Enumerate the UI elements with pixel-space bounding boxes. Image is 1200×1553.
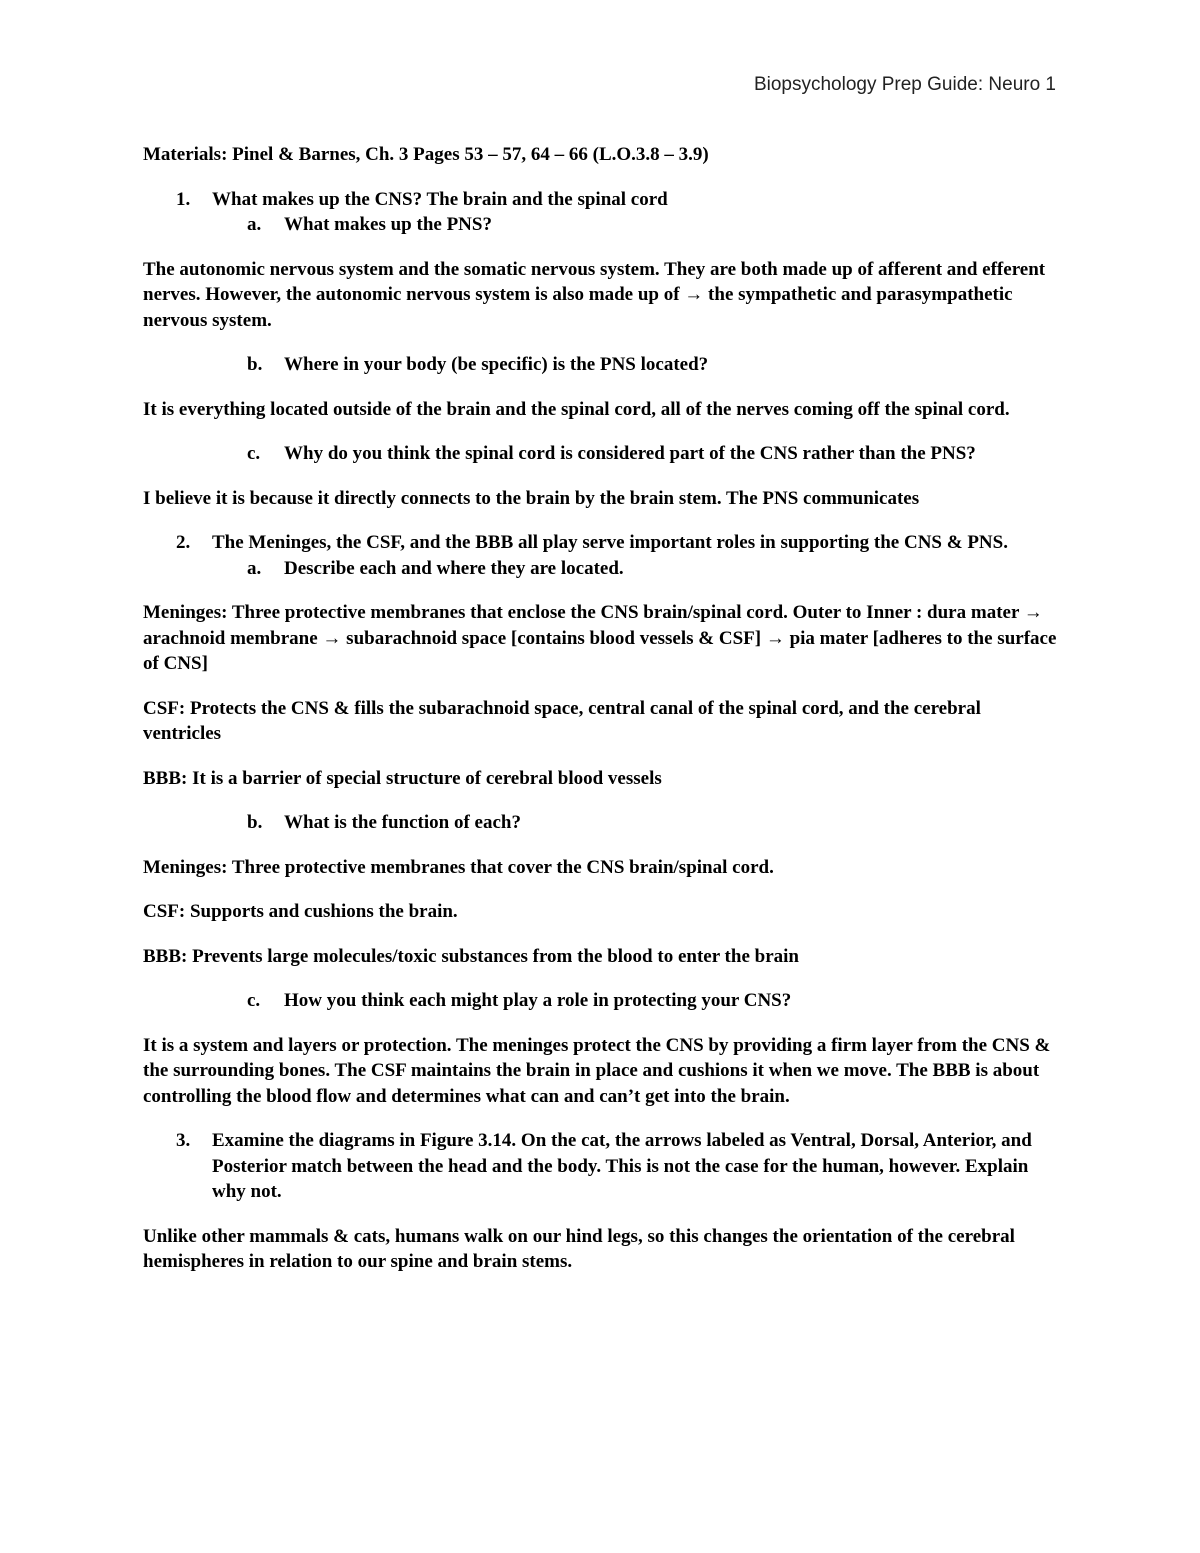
question-2c-text: How you think each might play a role in protecting your CNS? — [284, 990, 792, 1011]
question-2-text: The Meninges, the CSF, and the BBB all play serve important roles in supporting the CNS & PNS. — [212, 532, 1008, 553]
question-2-number: 2. — [176, 532, 191, 553]
question-2b — [143, 810, 1063, 836]
answer-2b-csf — [143, 899, 1063, 925]
question-1b-text: Where in your body (be specific) is the PNS located? — [284, 354, 709, 375]
meninges-description: Three protective membranes that enclose the CNS brain/spinal cord. Outer to Inner : dura mater → arachnoid membrane → subarachnoid space [contains blood vessels & CSF] → pia mater [adheres to the surface of CNS] — [143, 602, 1057, 674]
csf-label: CSF: — [143, 697, 186, 719]
question-2a — [143, 556, 1063, 582]
question-2c-letter: c. — [247, 990, 261, 1011]
answer-3: Unlike other mammals & cats, humans walk on our hind legs, so this changes the orientation of the cerebral hemispheres in relation to our spine and brain stems. — [143, 1225, 1015, 1272]
question-1-number: 1. — [176, 188, 191, 210]
question-1c-text: Why do you think the spinal cord is considered part of the CNS rather than the PNS? — [284, 443, 976, 464]
meninges-function: Three protective membranes that cover the CNS brain/spinal cord. — [227, 856, 774, 878]
question-3-text: Examine the diagrams in Figure 3.14. On the cat, the arrows labeled as Ventral, Dorsal, Anterior, and Posterior match between the head and the body. This is not the case for the human, however. Explain why not. — [212, 1130, 1032, 1202]
page-header: Biopsychology Prep Guide: Neuro 1 — [753, 74, 1056, 95]
answer-2a-csf — [143, 696, 1063, 747]
question-1c-letter: c. — [247, 443, 261, 464]
question-2b-text: What is the function of each? — [284, 812, 521, 833]
answer-2b-bbb — [143, 944, 1063, 970]
answer-1a: The autonomic nervous system and the somatic nervous system. They are both made up of afferent and efferent nerves. However, the autonomic nervous system is also made up of → the sympathetic and parasympathetic nervous system. — [143, 258, 1046, 331]
answer-2a-meninges — [143, 600, 1063, 677]
answer-1b: It is everything located outside of the brain and the spinal cord, all of the nerves coming off the spinal cord. — [143, 398, 1010, 420]
question-2b-letter: b. — [247, 812, 263, 833]
bbb-description: It is a barrier of special structure of cerebral blood vessels — [187, 767, 662, 789]
meninges-label: Meninges: — [143, 602, 228, 623]
bbb-function: Prevents large molecules/toxic substances from the blood to enter the brain — [187, 945, 799, 967]
question-1b — [143, 352, 1063, 378]
question-1a-text: What makes up the PNS? — [284, 214, 492, 235]
question-1c — [143, 441, 1063, 467]
bbb-label: BBB: — [143, 767, 188, 789]
question-2a-letter: a. — [247, 557, 262, 579]
materials-line: Materials: Pinel & Barnes, Ch. 3 Pages 53 – 57, 64 – 66 (L.O.3.8 – 3.9) — [143, 144, 709, 165]
answer-1c: I believe it is because it directly connects to the brain by the brain stem. The PNS communicates — [143, 487, 920, 509]
answer-2b-meninges — [143, 855, 1063, 881]
question-2 — [143, 530, 1063, 556]
csf-function: Supports and cushions the brain. — [185, 901, 458, 922]
question-3 — [143, 1128, 1063, 1205]
bbb-function-label: BBB: — [143, 945, 188, 967]
answer-2a-bbb — [143, 766, 1063, 792]
question-1 — [143, 187, 1063, 213]
question-1b-letter: b. — [247, 354, 263, 375]
question-3-number: 3. — [176, 1130, 191, 1151]
answer-2c: It is a system and layers or protection. The meninges protect the CNS by providing a firm layer from the CNS & the surrounding bones. The CSF maintains the brain in place and cushions it when we move. The BBB is about controlling the blood flow and determines what can and can’t get into the brain. — [143, 1034, 1051, 1107]
meninges-function-label: Meninges: — [143, 856, 228, 878]
question-2c — [143, 988, 1063, 1014]
question-1a-letter: a. — [247, 214, 262, 235]
question-1a — [143, 212, 1063, 238]
question-2a-text: Describe each and where they are located. — [284, 557, 624, 579]
csf-description: Protects the CNS & fills the subarachnoid space, central canal of the spinal cord, and the cerebral ventricles — [143, 697, 981, 744]
document-body — [143, 142, 1063, 1275]
question-1-text: What makes up the CNS? The brain and the spinal cord — [212, 188, 668, 210]
csf-function-label: CSF: — [143, 901, 186, 922]
